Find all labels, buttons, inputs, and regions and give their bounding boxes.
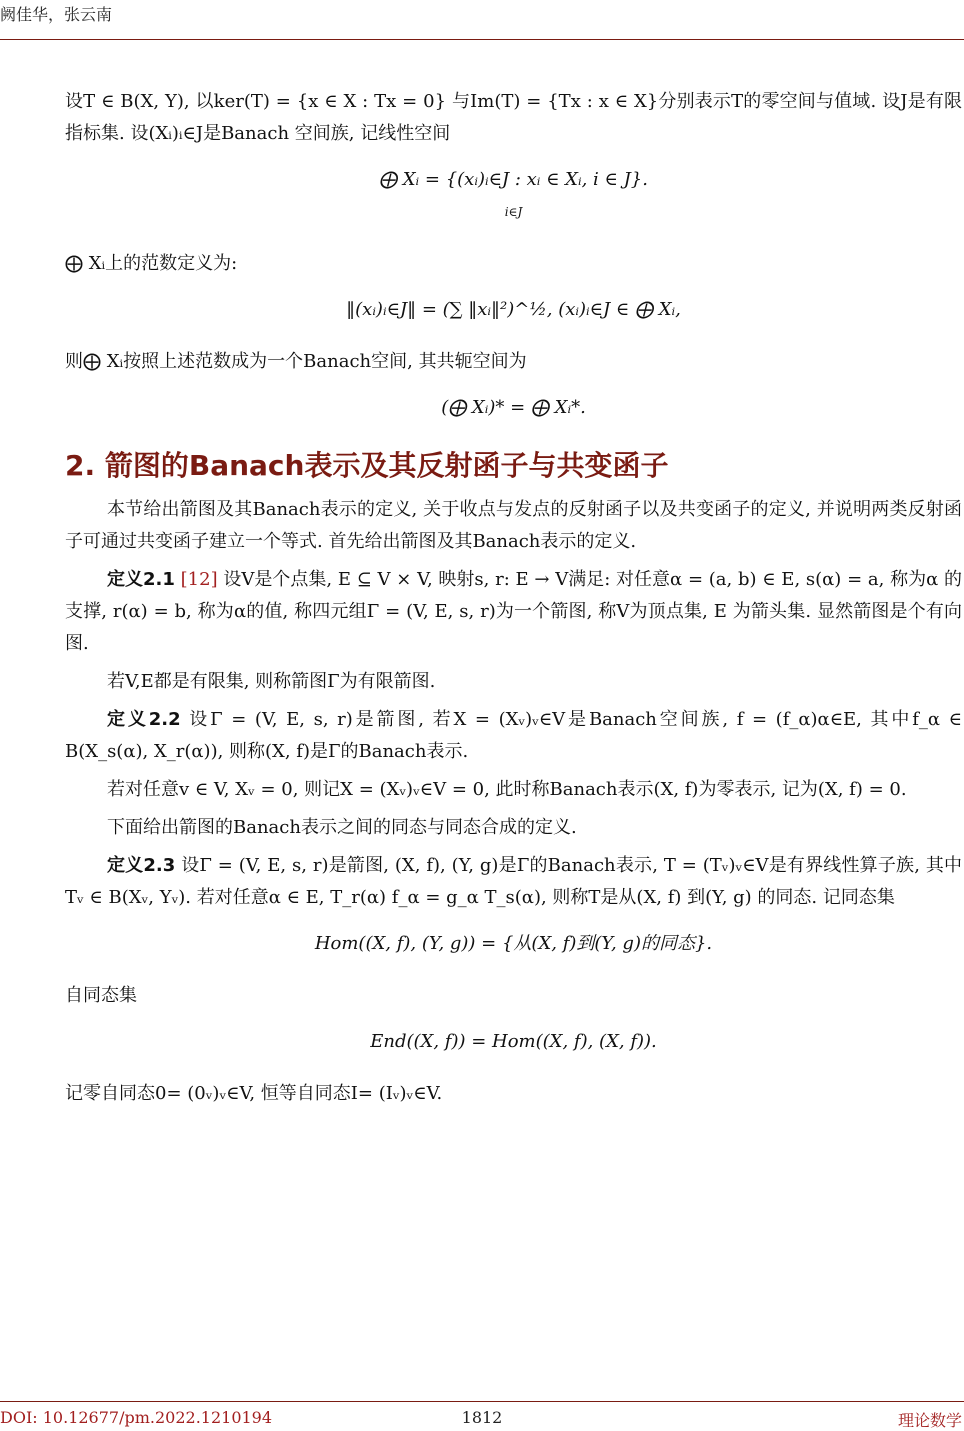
paragraph-norm-intro bbox=[65, 248, 962, 280]
paragraph-banach-space bbox=[65, 346, 962, 378]
banach-space-pre: 则 bbox=[65, 351, 83, 372]
paragraph-zero-identity: 记零自同态0= (0ᵥ)ᵥ∈V, 恒等自同态I= (Iᵥ)ᵥ∈V. bbox=[65, 1083, 443, 1104]
section-title: 2. 箭图的Banach表示及其反射函子与共变函子 bbox=[65, 449, 669, 482]
paragraph-endomorphism: 自同态集 bbox=[65, 985, 137, 1006]
definition-2-3 bbox=[65, 850, 962, 914]
definition-2-2 bbox=[65, 704, 962, 768]
definition-2-1-label: 定义2.1 bbox=[107, 569, 175, 590]
equation-hom: Hom((X, f), (Y, g)) = {从(X, f)到(Y, g)的同态}. bbox=[314, 933, 713, 954]
norm-intro-lead: ⨁ Xᵢ bbox=[65, 253, 106, 274]
definition-2-1 bbox=[65, 564, 962, 660]
paragraph-finite-quiver: 若V,E都是有限集, 则称箭图Γ为有限箭图. bbox=[107, 671, 436, 692]
equation-direct-sum-text: ⨁ Xᵢ = {(xᵢ)ᵢ∈J : xᵢ ∈ Xᵢ, i ∈ J}. bbox=[379, 169, 648, 190]
header-authors: 阙佳华，张云南 bbox=[0, 5, 113, 24]
definition-2-3-text: 设Γ = (V, E, s, r)是箭图, (X, f), (Y, g)是Γ的Banach表示, T = (Tᵥ)ᵥ∈V是有界线性算子族, 其中Tᵥ ∈ B(Xᵥ, Yᵥ). 若对任意α ∈ E, T_r(α) f_α = g_α T_s(α), 则称T是从(X, f) 到(Y, g) 的同态. 记同态集 bbox=[65, 855, 963, 908]
definition-2-1-text: 设V是个点集, E ⊆ V × V, 映射s, r: E → V满足: 对任意α = (a, b) ∈ E, s(α) = a, 称为α 的支撑, r(α) = b, 称为α的值, 称四元组Γ = (V, E, s, r)为一个箭图, 称V为顶点集, E 为箭头集. 显然箭图是个有向图. bbox=[65, 569, 962, 654]
paragraph-section-intro: 本节给出箭图及其Banach表示的定义, 关于收点与发点的反射函子以及共变函子的定义, 并说明两类反射函子可通过共变函子建立一个等式. 首先给出箭图及其Banach表示的定义. bbox=[65, 499, 962, 552]
footer-page-number: 1812 bbox=[461, 1408, 503, 1427]
equation-end: End((X, f)) = Hom((X, f), (X, f)). bbox=[370, 1031, 657, 1052]
definition-2-3-label: 定义2.3 bbox=[107, 855, 176, 876]
page-body bbox=[65, 86, 962, 1116]
banach-space-text: 按照上述范数成为一个Banach空间, 其共轭空间为 bbox=[123, 351, 527, 372]
equation-direct-sum-index: i∈J bbox=[504, 205, 523, 219]
footer-doi-link[interactable]: DOI: 10.12677/pm.2022.1210194 bbox=[0, 1408, 273, 1427]
equation-direct-sum bbox=[65, 164, 962, 228]
footer-journal-link[interactable]: 理论数学 bbox=[897, 1411, 962, 1430]
paragraph-homomorphism-intro: 下面给出箭图的Banach表示之间的同态与同态合成的定义. bbox=[107, 817, 577, 838]
header-rule bbox=[0, 39, 964, 40]
norm-intro-text: 上的范数定义为: bbox=[105, 253, 238, 274]
definition-2-2-label: 定义2.2 bbox=[107, 709, 181, 730]
paragraph-kernel-image: 设T ∈ B(X, Y), 以ker(T) = {x ∈ X : Tx = 0} 与Im(T) = {Tx : x ∈ X}分别表示T的零空间与值域. 设J是有限指标集. 设(Xᵢ)ᵢ∈J是Banach 空间族, 记线性空间 bbox=[65, 91, 962, 144]
footer-rule bbox=[0, 1401, 964, 1402]
equation-norm: ‖(xᵢ)ᵢ∈J‖ = (∑ ‖xᵢ‖²)^½, (xᵢ)ᵢ∈J ∈ ⨁ Xᵢ, bbox=[346, 299, 681, 320]
definition-2-2-text: 设Γ = (V, E, s, r)是箭图, 若X = (Xᵥ)ᵥ∈V是Banach空间族, f = (f_α)α∈E, 其中f_α ∈ B(X_s(α), X_r(α)), 则称(X, f)是Γ的Banach表示. bbox=[65, 709, 962, 762]
citation-link[interactable]: [12] bbox=[180, 569, 218, 590]
equation-dual-space: (⨁ Xᵢ)* = ⨁ Xᵢ*. bbox=[441, 397, 586, 418]
paragraph-zero-representation: 若对任意v ∈ V, Xᵥ = 0, 则记X = (Xᵥ)ᵥ∈V = 0, 此时称Banach表示(X, f)为零表示, 记为(X, f) = 0. bbox=[107, 779, 907, 800]
banach-space-lead: ⨁ Xᵢ bbox=[83, 351, 124, 372]
